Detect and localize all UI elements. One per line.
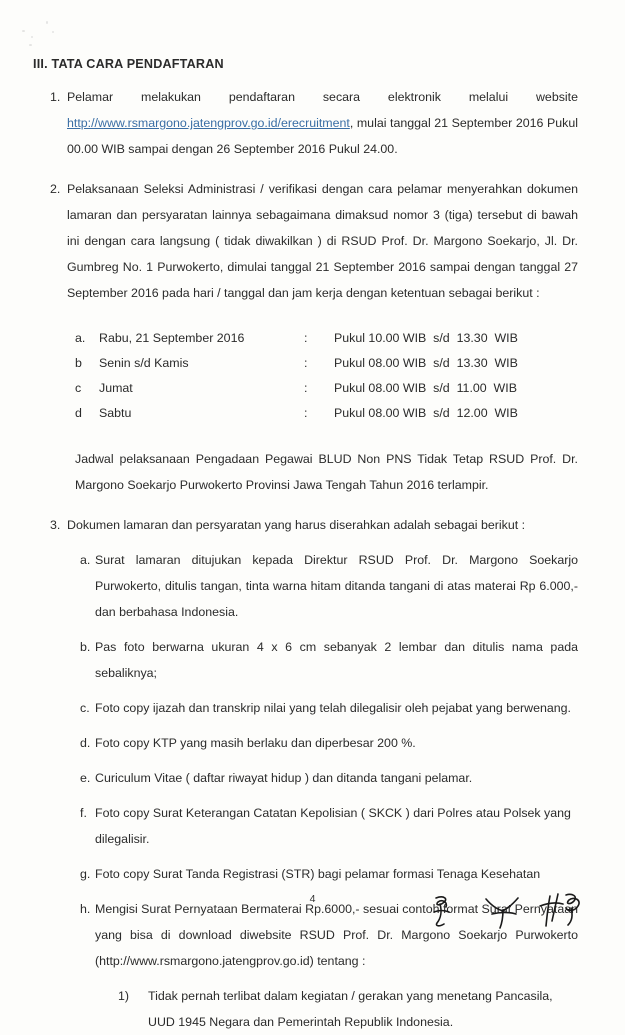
schedule-note — [0, 446, 625, 498]
list-item-3e — [0, 765, 625, 791]
list-marker: 3. — [50, 518, 61, 532]
schedule-table — [0, 326, 625, 426]
row-day: Jumat — [99, 381, 133, 395]
signature-mark-2 — [486, 898, 518, 928]
row-marker: d — [75, 406, 82, 420]
list-marker: 2. — [50, 182, 61, 196]
list-item-3b — [0, 634, 625, 686]
list-marker: c. — [80, 701, 90, 715]
table-row — [0, 376, 625, 401]
row-marker: b — [75, 356, 82, 370]
row-day: Sabtu — [99, 406, 132, 420]
scan-speckle — [22, 30, 25, 32]
list-item-3a-text: Surat lamaran ditujukan kepada Direktur RSUD Prof. Dr. Margono Soekarjo Purwokerto, ditulis tangan, tinta warna hitam ditanda tangani di atas materai Rp 6.000,- dan berbahasa Indonesia. — [95, 553, 578, 619]
row-time: Pukul 08.00 WIB s/d 13.30 WIB — [334, 356, 518, 370]
schedule-note-text: Jadwal pelaksanaan Pengadaan Pegawai BLUD Non PNS Tidak Tetap RSUD Prof. Dr. Margono Soekarjo Purwokerto Provinsi Jawa Tengah Tahun 2016 terlampir. — [75, 452, 578, 492]
row-day: Senin s/d Kamis — [99, 356, 189, 370]
list-marker: a. — [80, 553, 91, 567]
table-row — [0, 351, 625, 376]
list-item-3a — [0, 547, 625, 625]
list-marker: h. — [80, 902, 91, 916]
list-item-3h-1 — [0, 983, 625, 1035]
list-marker: 1) — [118, 989, 130, 1003]
section-heading: III. TATA CARA PENDAFTARAN — [33, 57, 224, 71]
list-item-3e-text: Curiculum Vitae ( daftar riwayat hidup ) dan ditanda tangani pelamar. — [95, 771, 473, 785]
row-separator: : — [304, 381, 308, 395]
list-marker: d. — [80, 736, 91, 750]
list-item-3g — [0, 861, 625, 887]
list-item-3c-text: Foto copy ijazah dan transkrip nilai yang telah dilegalisir oleh pejabat yang berwenang. — [95, 701, 571, 715]
list-item-3b-text: Pas foto berwarna ukuran 4 x 6 cm sebanyak 2 lembar dan ditulis nama pada sebaliknya; — [95, 640, 578, 680]
table-row — [0, 326, 625, 351]
scan-speckle — [31, 36, 33, 38]
list-item-3h-1-text: Tidak pernah terlibat dalam kegiatan / gerakan yang menetang Pancasila, UUD 1945 Negara dan Pemerintah Republik Indonesia. — [148, 989, 553, 1029]
list-item-3d — [0, 730, 625, 756]
row-separator: : — [304, 406, 308, 420]
row-separator: : — [304, 331, 308, 345]
scan-speckle — [46, 21, 48, 24]
list-item-3f-text: Foto copy Surat Keterangan Catatan Kepolisian ( SKCK ) dari Polres atau Polsek yang dilegalisir. — [95, 806, 571, 846]
row-day: Rabu, 21 September 2016 — [99, 331, 245, 345]
list-item-1 — [0, 84, 625, 162]
signature-mark-3 — [540, 894, 579, 926]
row-time: Pukul 08.00 WIB s/d 12.00 WIB — [334, 406, 518, 420]
list-item-3h-text: Mengisi Surat Pernyataan Bermaterai Rp.6000,- sesuai contoh format Surat Pernyataan yang bisa di download diwebsite RSUD Prof. Dr. Margono Soekarjo Purwokerto (http://www.rsmargono.jatengprov.go.id) tentang : — [95, 902, 578, 968]
list-item-1-text — [67, 84, 578, 162]
list-marker: 1. — [50, 90, 61, 104]
page-number: 4 — [309, 893, 316, 905]
handwritten-signatures — [430, 890, 610, 950]
list-item-3c — [0, 695, 625, 721]
list-item-2 — [0, 176, 625, 306]
table-row — [0, 401, 625, 426]
list-item-3f — [0, 800, 625, 852]
list-marker: f. — [80, 806, 87, 820]
row-separator: : — [304, 356, 308, 370]
row-marker: a. — [75, 331, 86, 345]
list-item-3 — [0, 512, 625, 538]
list-item-2-text: Pelaksanaan Seleksi Administrasi / verifikasi dengan cara pelamar menyerahkan dokumen lamaran dan persyaratan lainnya sebagaimana dimaksud nomor 3 (tiga) tersebut di bawah ini dengan cara langsung ( tidak diwakilkan ) di RSUD Prof. Dr. Margono Soekarjo, Jl. Dr. Gumbreg No. 1 Purwokerto, dimulai tanggal 21 September 2016 sampai dengan tanggal 27 September 2016 pada hari / tanggal dan jam kerja dengan ketentuan sebagai berikut : — [67, 182, 578, 300]
list-marker: e. — [80, 771, 91, 785]
scan-speckle — [52, 31, 54, 33]
signature-mark-1 — [434, 897, 449, 926]
item1-text-after: , mulai tanggal 21 September 2016 Pukul 00.00 WIB sampai dengan 26 September 2016 Pukul 24.00. — [67, 116, 578, 156]
list-item-3d-text: Foto copy KTP yang masih berlaku dan diperbesar 200 %. — [95, 736, 416, 750]
erecruitment-link[interactable]: http://www.rsmargono.jatengprov.go.id/erecruitment — [67, 116, 350, 130]
row-marker: c — [75, 381, 82, 395]
list-item-3g-text: Foto copy Surat Tanda Registrasi (STR) bagi pelamar formasi Tenaga Kesehatan — [95, 867, 541, 881]
list-item-3-text: Dokumen lamaran dan persyaratan yang harus diserahkan adalah sebagai berikut : — [67, 518, 526, 532]
scan-speckle — [29, 44, 32, 46]
list-marker: b. — [80, 640, 91, 654]
list-marker: g. — [80, 867, 91, 881]
item1-text-before: Pelamar melakukan pendaftaran secara elektronik melalui website — [67, 90, 578, 104]
row-time: Pukul 08.00 WIB s/d 11.00 WIB — [334, 381, 517, 395]
row-time: Pukul 10.00 WIB s/d 13.30 WIB — [334, 331, 518, 345]
